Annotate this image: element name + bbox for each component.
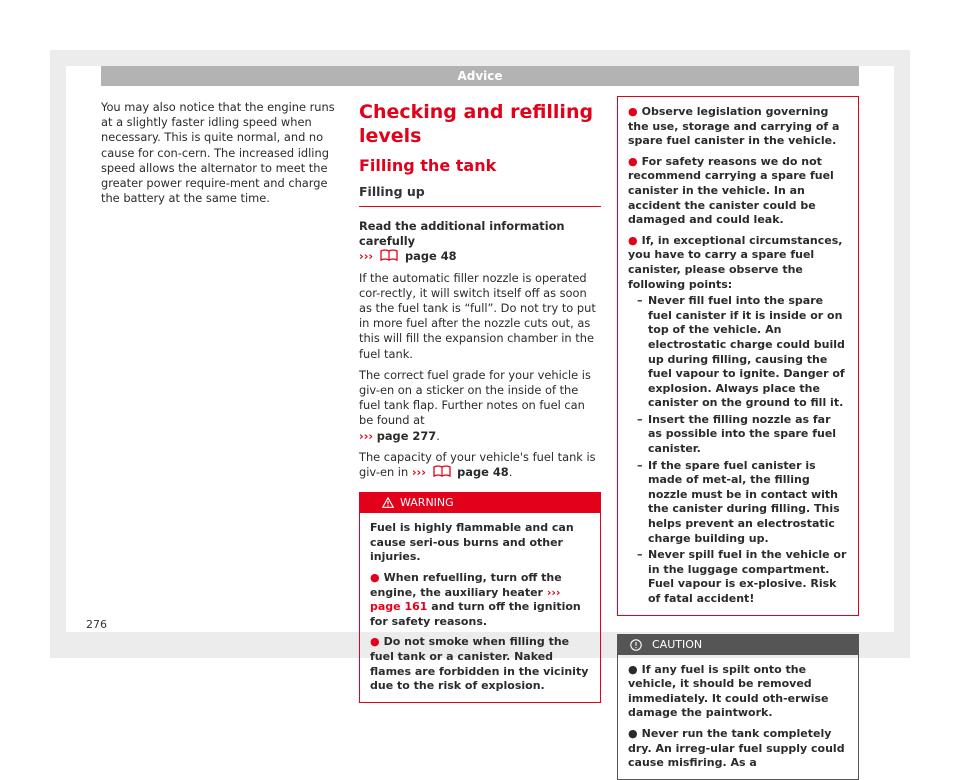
- intro-paragraph: You may also notice that the engine runs at a slightly faster idling speed when necessary. This is quite normal, and no cause for con-cern. The increased idling speed allows the alternator to meet the greater power require-ment and charge the battery at the same time.: [101, 100, 335, 206]
- caution-header: [618, 635, 858, 655]
- warning-intro: Fuel is highly flammable and can cause seri-ous burns and other injuries.: [370, 521, 574, 564]
- section-title: Filling the tank: [359, 156, 497, 175]
- column-left: [101, 100, 339, 212]
- page-277-link[interactable]: page 277: [376, 428, 437, 443]
- warning-title: WARNING: [400, 496, 454, 510]
- warning-continued-box: [617, 96, 859, 616]
- caution-body: [618, 655, 858, 779]
- list-item: ● If, in exceptional circumstances, you have to carry a spare fuel canister, please observe the following points:: [628, 233, 843, 291]
- subsection-title: Filling up: [359, 184, 425, 199]
- book-icon: [380, 249, 398, 261]
- chapter-title: Checking and refilling levels: [359, 101, 594, 147]
- paragraph-nozzle: If the automatic filler nozzle is operated cor-rectly, it will switch itself off as soon as the fuel tank is “full”. Do not try to put in more fuel after the nozzle cuts out, as this will fill the expansion chamber in the fuel tank.: [359, 270, 596, 361]
- sub-list-item: – Insert the filling nozzle as far as possible into the spare fuel canister.: [637, 412, 837, 456]
- section-header: Advice: [101, 66, 859, 86]
- list-item: ● For safety reasons we do not recommend carrying a spare fuel canister in the vehicle. In an accident the canister could be damaged and could leak.: [628, 154, 834, 227]
- column-middle: [359, 100, 601, 703]
- page-number: 276: [86, 618, 107, 631]
- page-161-link[interactable]: page 161: [370, 600, 428, 614]
- column-right: [617, 96, 859, 780]
- read-more-link[interactable]: page 48: [405, 249, 457, 264]
- warning-triangle-icon: [382, 497, 394, 508]
- caution-info-icon: [630, 639, 642, 651]
- list-item: ● Observe legislation governing the use, storage and carrying of a spare fuel canister in the vehicle.: [628, 105, 840, 148]
- read-more-note: Read the additional information carefully ››› page 48: [359, 219, 565, 264]
- sub-list-item: – If the spare fuel canister is made of met-al, the filling nozzle must be in contact with the canister during filling. This helps prevent an electrostatic charge building up.: [637, 458, 840, 545]
- caution-title: CAUTION: [652, 637, 703, 651]
- book-icon: [433, 465, 451, 477]
- caution-bullet: ● Never run the tank completely dry. An irreg-ular fuel supply could cause misfiring. As a: [628, 726, 845, 770]
- warning-header: [360, 493, 600, 513]
- warning-box: [359, 492, 601, 703]
- paragraph-fuel-grade: The correct fuel grade for your vehicle is giv-en on a sticker on the inside of the fuel tank flap. Further notes on fuel can be found at ››› page 277.: [359, 367, 591, 443]
- sub-list-item: – Never fill fuel into the spare fuel canister if it is inside or on top of the vehicle. An electrostatic charge could build up during filling, causing the fuel vapour to ignite. Danger of explosion. Always place the canister on the ground to fill it.: [637, 294, 845, 410]
- warning-body: [360, 513, 600, 702]
- page-48-link[interactable]: page 48: [457, 465, 509, 480]
- warning-bullet: ● When refuelling, turn off the engine, the auxiliary heater ››› page 161 and turn off the ignition for safety reasons.: [370, 571, 581, 628]
- section-divider: [359, 206, 601, 207]
- sub-list-item: – Never spill fuel in the vehicle or in the luggage compartment. Fuel vapour is ex-plosive. Risk of fatal accident!: [637, 548, 847, 605]
- paragraph-capacity: The capacity of your vehicle's fuel tank is giv-en in ››› page 48.: [359, 449, 596, 480]
- caution-bullet: ● If any fuel is spilt onto the vehicle, it should be removed immediately. It could oth-erwise damage the paintwork.: [628, 662, 829, 720]
- caution-box: [617, 634, 859, 780]
- warning-bullet: ● Do not smoke when filling the fuel tank or a canister. Naked flames are forbidden in the vicinity due to the risk of explosion.: [370, 635, 589, 693]
